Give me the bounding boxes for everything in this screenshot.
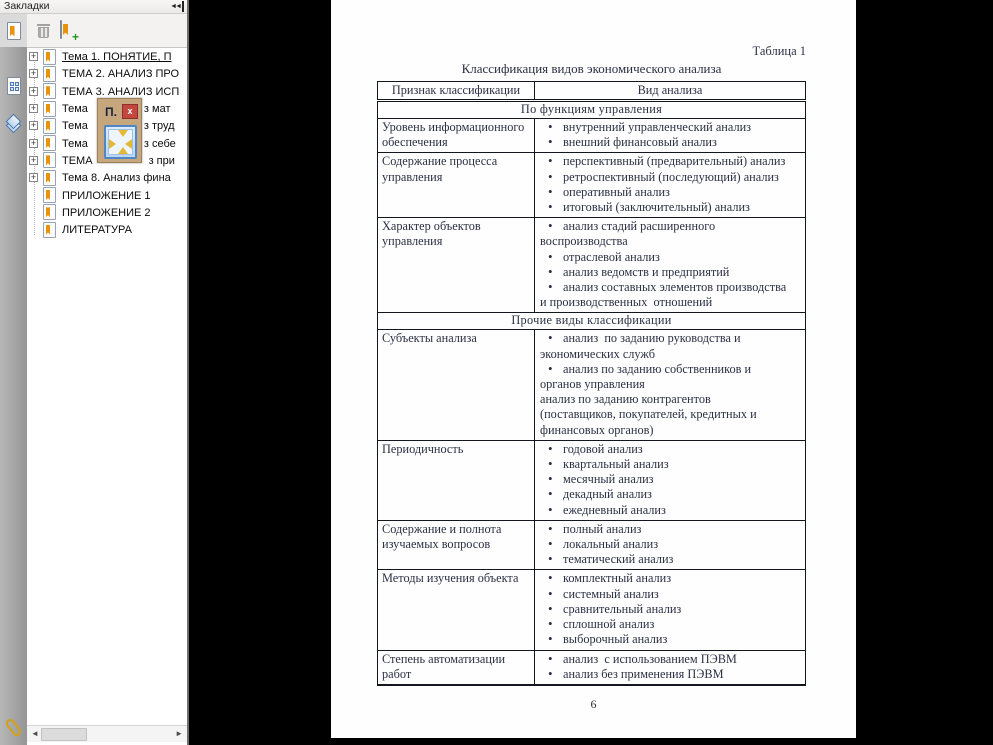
expander-spacer	[29, 191, 38, 200]
bookmark-item[interactable]	[27, 169, 187, 186]
table-row	[378, 570, 806, 650]
kind-line: • выборочный анализ	[539, 632, 803, 647]
bookmark-label: ПРИЛОЖЕНИЕ 1	[62, 189, 151, 202]
page-number: 6	[590, 697, 597, 711]
table-row	[378, 119, 806, 153]
feature-cell: Периодичность	[378, 440, 535, 520]
bookmark-label-left: ТЕМА	[62, 154, 93, 167]
kind-line: • ежедневный анализ	[539, 503, 803, 518]
kind-line: • итоговый (заключительный) анализ	[539, 200, 803, 215]
kind-line: • анализ стадий расширенного	[539, 219, 803, 234]
feature-cell: Уровень информационного обеспечения	[378, 119, 535, 153]
kinds-cell	[535, 570, 806, 650]
table-row	[378, 520, 806, 570]
feature-cell: Характер объектов управления	[378, 218, 535, 313]
new-bookmark-button[interactable]: +	[60, 21, 76, 40]
feature-cell: Степень автоматизации работ	[378, 650, 535, 685]
table-row	[378, 153, 806, 218]
table-row	[378, 440, 806, 520]
bookmark-page-icon	[43, 187, 56, 203]
delete-bookmark-button[interactable]	[37, 23, 50, 38]
expander-icon[interactable]: +	[30, 172, 37, 183]
table-caption-number: Таблица 1	[752, 44, 806, 58]
scroll-right-icon[interactable]: ►	[175, 729, 183, 738]
bookmark-page-icon	[43, 135, 56, 151]
bookmark-ribbon	[46, 69, 50, 79]
bookmark-label: ТЕМА 3. АНАЛИЗ ИСП	[62, 85, 180, 98]
kind-line: • внутренний управленческий анализ	[539, 120, 803, 135]
kinds-cell	[535, 218, 806, 313]
kind-line: • сравнительный анализ	[539, 602, 803, 617]
bookmarks-toolbar	[27, 14, 187, 48]
bookmark-ribbon	[46, 207, 50, 217]
section-header: Прочие виды классификации	[378, 313, 806, 330]
bookmark-label-left: Тема	[62, 103, 88, 116]
kinds-cell	[535, 119, 806, 153]
bookmark-page-icon	[43, 204, 56, 220]
bookmark-label-left: Тема	[62, 137, 88, 150]
bookmark-label: ЛИТЕРАТУРА	[62, 224, 132, 237]
kind-line: • анализ без применения ПЭВМ	[539, 667, 803, 682]
navigation-strip	[0, 14, 27, 745]
document-page	[331, 0, 856, 738]
bookmark-item[interactable]	[27, 186, 187, 203]
bookmark-label-left: Тема	[62, 120, 88, 133]
scrollbar-thumb[interactable]	[41, 728, 87, 741]
kinds-cell	[535, 330, 806, 440]
expander-icon[interactable]: +	[30, 120, 37, 131]
bookmark-ribbon	[46, 121, 50, 131]
section-row	[378, 313, 806, 330]
layers-icon	[5, 116, 23, 132]
section-header: По функциям управления	[378, 101, 806, 119]
bookmark-ribbon	[46, 138, 50, 148]
pages-icon	[7, 77, 21, 95]
feature-cell: Содержание процесса управления	[378, 153, 535, 218]
table-title: Классификация видов экономического анализа	[461, 61, 722, 76]
bookmark-page-icon	[43, 118, 56, 134]
bookmark-item[interactable]	[27, 221, 187, 238]
attachments-panel-button[interactable]	[0, 718, 27, 737]
floating-popup	[97, 98, 142, 163]
kind-line: • декадный анализ	[539, 487, 803, 502]
table-row	[378, 650, 806, 685]
pages-panel-button[interactable]	[0, 69, 27, 102]
collapse-panel-icon[interactable]: ◄◄	[170, 1, 184, 12]
kinds-cell	[535, 650, 806, 685]
kind-line: • анализ по заданию руководства и	[539, 331, 803, 346]
bookmarks-sidebar	[0, 0, 189, 745]
kind-line: • квартальный анализ	[539, 457, 803, 472]
kind-line: • анализ с использованием ПЭВМ	[539, 652, 803, 667]
expander-icon[interactable]: +	[30, 137, 37, 148]
bookmark-page-icon	[43, 222, 56, 238]
sidebar-title: Закладки	[4, 0, 50, 12]
section-row	[378, 101, 806, 119]
bookmark-page-icon	[43, 170, 56, 186]
kind-line: • сплошной анализ	[539, 617, 803, 632]
bookmarks-panel-button[interactable]	[0, 14, 27, 47]
scroll-left-icon[interactable]: ◄	[31, 729, 39, 738]
feature-cell: Субъекты анализа	[378, 330, 535, 440]
bookmark-label-right: з при	[148, 154, 175, 167]
kind-line: • анализ ведомств и предприятий	[539, 265, 803, 280]
kinds-cell	[535, 520, 806, 570]
kind-line: и производственных отношений	[540, 295, 713, 310]
kind-line: • оперативный анализ	[539, 185, 803, 200]
expander-spacer	[29, 225, 38, 234]
kind-line: (поставщиков, покупателей, кредитных и	[540, 407, 757, 422]
kind-line: • отраслевой анализ	[539, 250, 803, 265]
table-header-row	[378, 82, 806, 101]
feature-cell: Содержание и полнота изучаемых вопросов	[378, 520, 535, 570]
kind-line: • полный анализ	[539, 522, 803, 537]
bookmark-label-right: з мат	[143, 103, 171, 116]
bookmark-ribbon	[46, 86, 50, 96]
bookmark-ribbon	[46, 104, 50, 114]
kind-line: • годовой анализ	[539, 442, 803, 457]
classification-table	[377, 81, 806, 686]
bookmark-label: Тема 1. ПОНЯТИЕ, П	[62, 51, 172, 64]
kind-line: • системный анализ	[539, 587, 803, 602]
kind-line: органов управления	[540, 377, 645, 392]
kind-line: • тематический анализ	[539, 552, 803, 567]
expander-icon[interactable]: +	[30, 68, 37, 79]
kind-line: • локальный анализ	[539, 537, 803, 552]
bookmark-ribbon	[46, 52, 50, 62]
bookmark-page-icon	[43, 101, 56, 117]
column-header-feature: Признак классификации	[378, 82, 535, 101]
four-way-arrows-icon[interactable]	[104, 125, 137, 159]
bookmark-page-icon	[43, 83, 56, 99]
table-row	[378, 218, 806, 313]
bookmark-item[interactable]	[27, 65, 187, 82]
expander-icon[interactable]: +	[30, 103, 37, 114]
bookmark-ribbon	[46, 173, 50, 183]
sidebar-header	[0, 0, 187, 14]
kind-line: • комплектный анализ	[539, 571, 803, 586]
new-bookmark-icon	[60, 20, 62, 39]
horizontal-scrollbar[interactable]	[27, 725, 187, 742]
kind-line: • ретроспективный (последующий) анализ	[539, 170, 803, 185]
kind-line: • внешний финансовый анализ	[539, 135, 803, 150]
kind-line: • анализ по заданию собственников и	[539, 362, 803, 377]
bookmark-page-icon	[43, 66, 56, 82]
bookmark-label: Тема 8. Анализ фина	[62, 172, 171, 185]
bookmark-label-right: з себе	[143, 137, 176, 150]
kinds-cell	[535, 440, 806, 520]
bookmark-ribbon	[46, 155, 50, 165]
popup-title: П.	[105, 105, 117, 119]
column-header-kind: Вид анализа	[535, 82, 806, 101]
bookmark-item[interactable]	[27, 48, 187, 65]
bookmark-ribbon	[46, 225, 50, 235]
bookmark-page-icon	[43, 152, 56, 168]
expander-icon[interactable]: +	[30, 51, 37, 62]
bookmark-ribbon	[46, 190, 50, 200]
bookmark-label-right: з труд	[143, 120, 175, 133]
expander-icon[interactable]: +	[30, 85, 37, 96]
kind-line: финансовых органов)	[540, 422, 654, 437]
expander-icon[interactable]: +	[30, 154, 37, 165]
kind-line: анализ по заданию контрагентов	[540, 392, 711, 407]
kind-line: • месячный анализ	[539, 472, 803, 487]
bookmark-label: ПРИЛОЖЕНИЕ 2	[62, 206, 151, 219]
kinds-cell	[535, 153, 806, 218]
kind-line: воспроизводства	[540, 234, 628, 249]
popup-close-button[interactable]: x	[122, 104, 138, 119]
bookmarks-icon	[7, 22, 21, 40]
bookmark-label: ТЕМА 2. АНАЛИЗ ПРО	[62, 68, 180, 81]
kind-line: • анализ составных элементов производства	[539, 280, 803, 295]
paperclip-icon	[4, 717, 23, 738]
expander-spacer	[29, 208, 38, 217]
layers-panel-button[interactable]	[0, 107, 27, 140]
bookmark-page-icon	[43, 49, 56, 65]
kind-line: экономических служб	[540, 346, 655, 361]
table-row	[378, 330, 806, 440]
kind-line: • перспективный (предварительный) анализ	[539, 154, 803, 169]
feature-cell: Методы изучения объекта	[378, 570, 535, 650]
bookmark-item[interactable]	[27, 204, 187, 221]
